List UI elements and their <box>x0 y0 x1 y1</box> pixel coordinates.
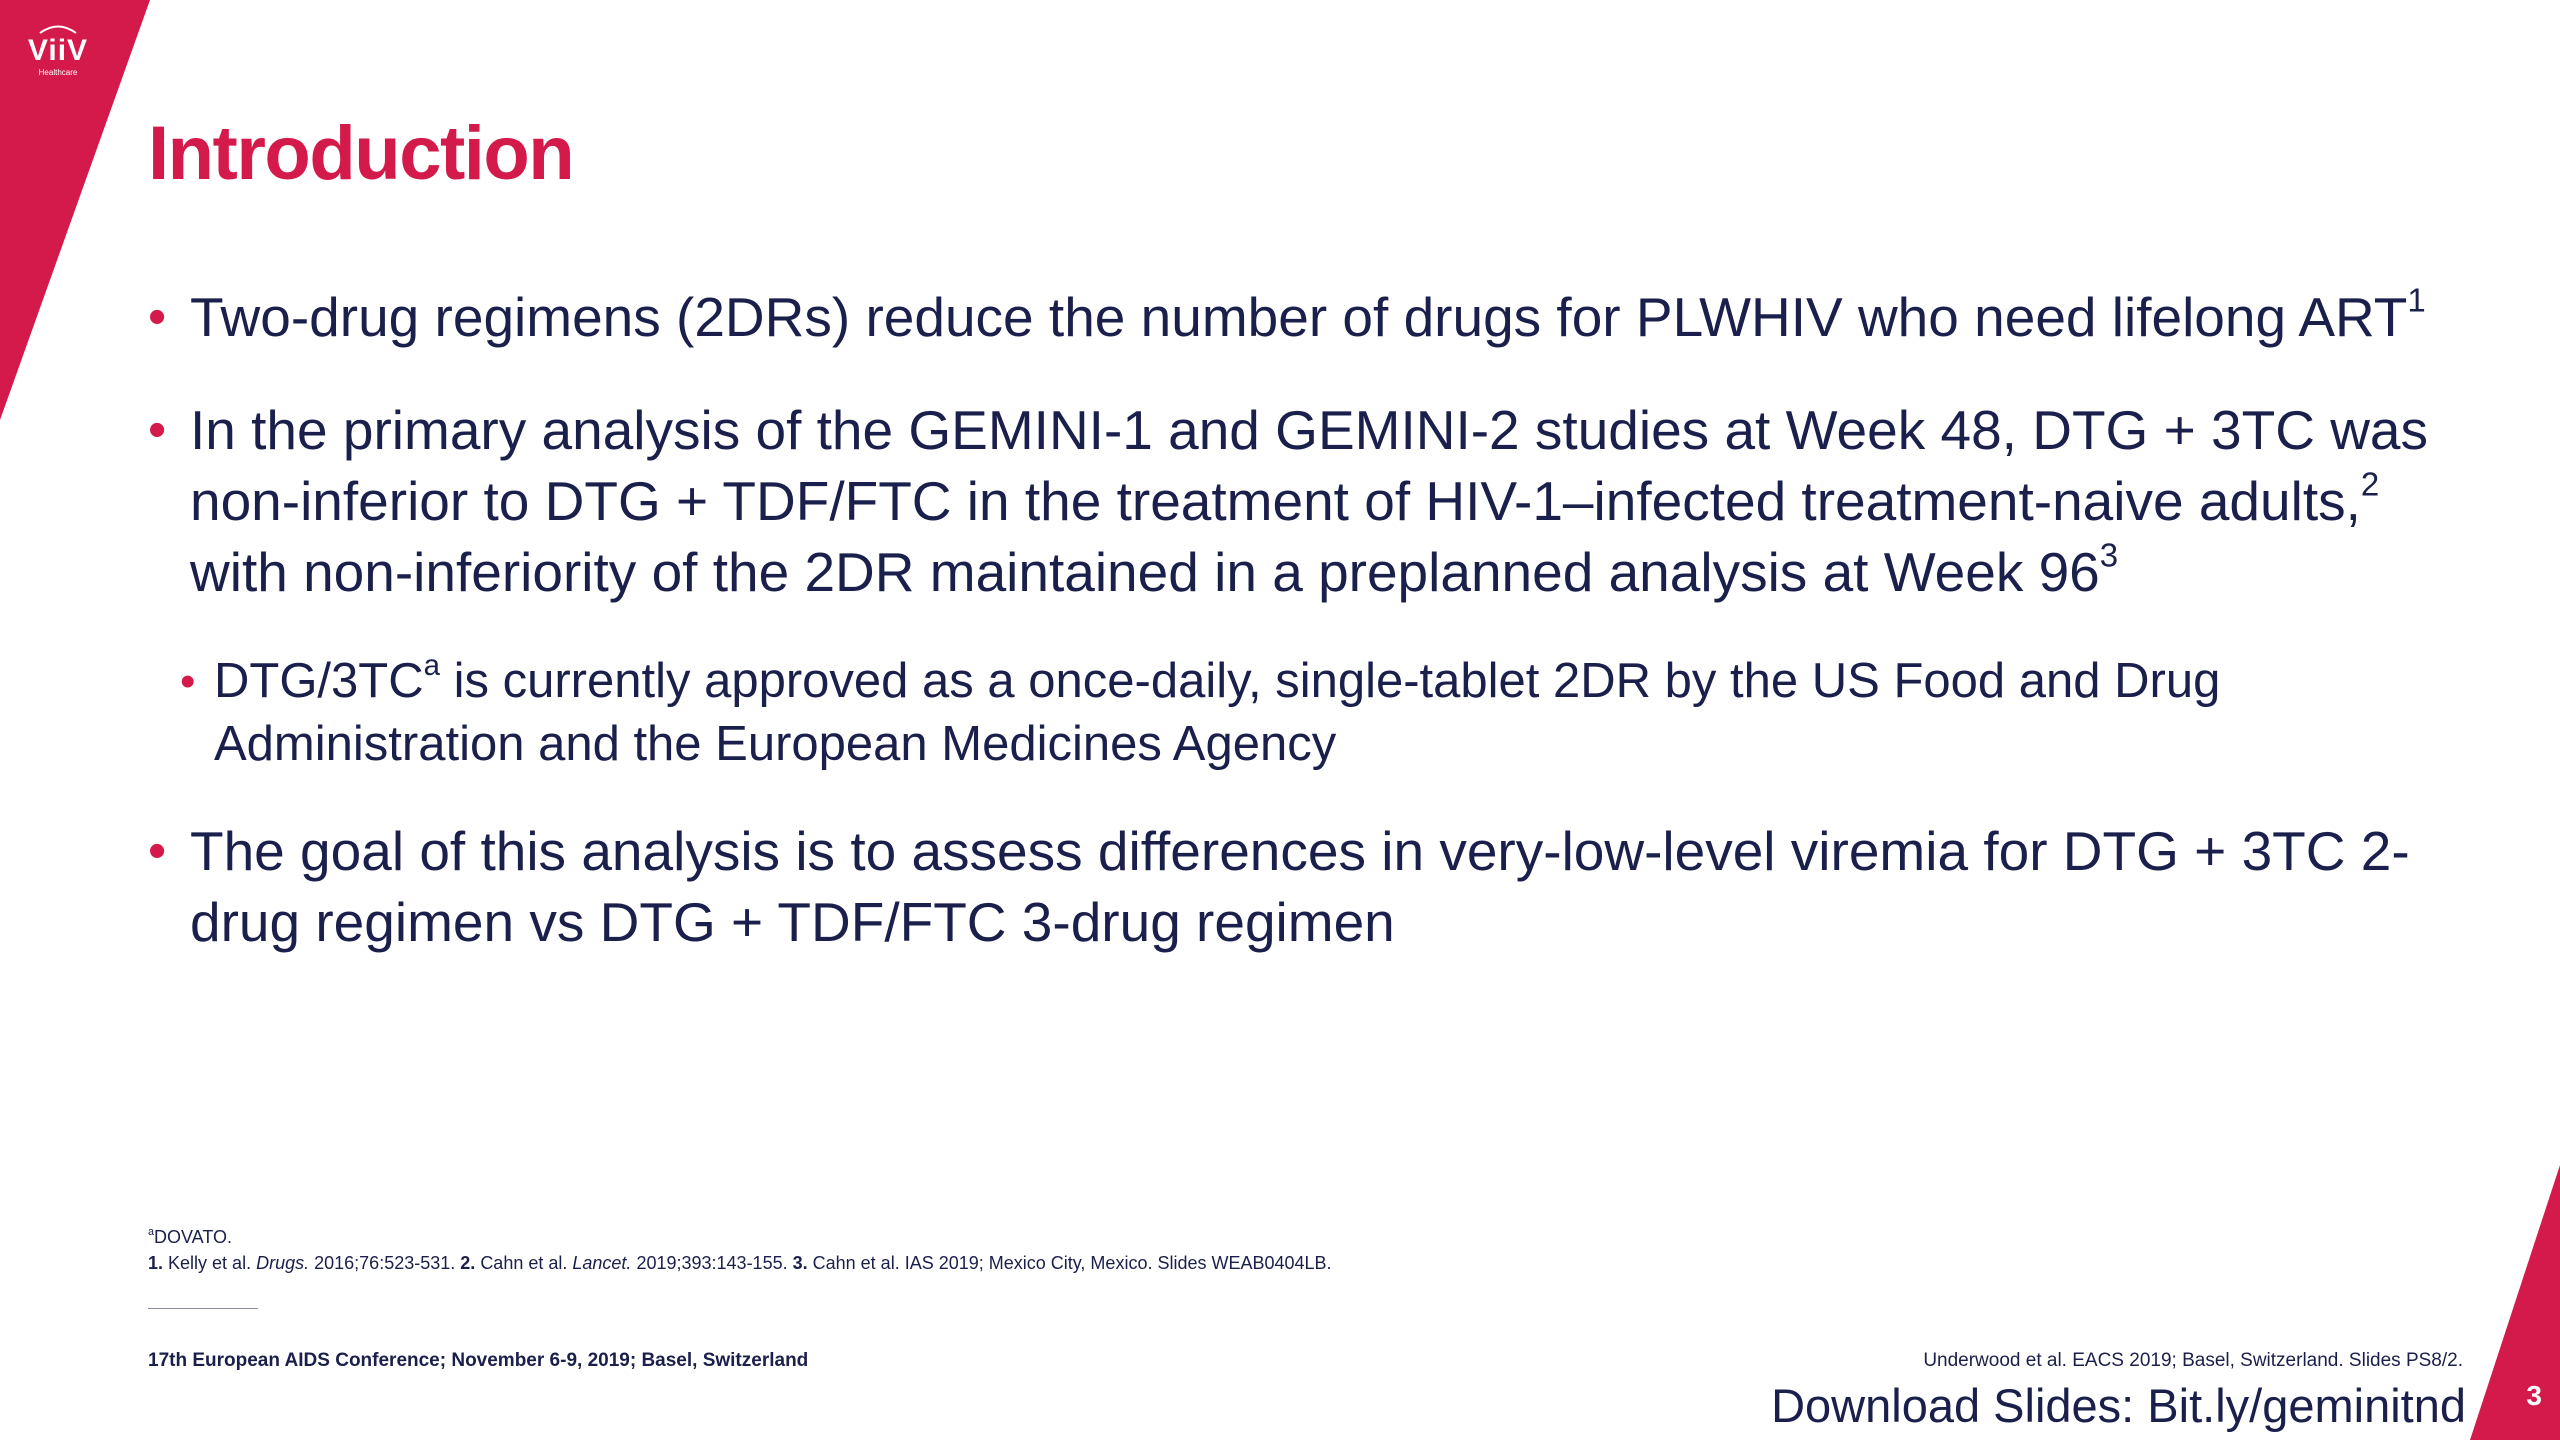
footnotes <box>148 1224 1332 1276</box>
bullet-text: Two-drug regimens (2DRs) reduce the number of drugs for PLWHIV who need lifelong ART <box>190 286 2408 348</box>
bullet-analysis-goal <box>148 816 2438 958</box>
reference-authors: Cahn et al. <box>480 1253 568 1273</box>
logo-subtext: Healthcare <box>38 68 78 77</box>
reference-details: 2019;393:143-155. <box>636 1253 788 1273</box>
reference-number: 2. <box>460 1253 476 1273</box>
abbreviation-note: $^a$DOVATO. <box>148 1225 233 1247</box>
bullet-gemini-primary-analysis <box>148 395 2438 608</box>
logo-wordmark: ViiV <box>27 34 89 67</box>
reference-details: 2016;76:523-531. <box>314 1253 456 1273</box>
bullet-text: DTG/3TC <box>214 654 424 708</box>
reference-marker: 2 <box>2360 465 2380 503</box>
slide-citation: Underwood et al. EACS 2019; Basel, Switzerland. Slides PS8/2. <box>1923 1350 2463 1371</box>
reference-number: 1. <box>148 1253 164 1273</box>
sub-bullet-dtg-3tc-approval <box>180 650 2438 776</box>
conference-info: 17th European AIDS Conference; November 6-9, 2019; Basel, Switzerland <box>148 1350 809 1371</box>
footnote-marker: a <box>423 648 440 682</box>
reference-number: 3. <box>792 1253 808 1273</box>
slide-title: Introduction <box>148 111 574 196</box>
bullet-text: In the primary analysis of the GEMINI-1 and GEMINI-2 studies at Week 48, DTG + 3TC was non-inferior to DTG + TDF/FTC in the treatment of HIV-1–infected treatment-naive adults, <box>190 399 2429 532</box>
bullet-text: with non-inferiority of the 2DR maintained in a preplanned analysis at Week 96 <box>190 541 2100 603</box>
reference-journal: Lancet. <box>572 1253 632 1273</box>
logo-crown-icon <box>38 24 78 34</box>
bullet-list <box>148 282 2438 1000</box>
page-number: 3 <box>2526 1380 2542 1411</box>
download-slides-link[interactable]: Download Slides: Bit.ly/geminitnd <box>1771 1379 2466 1432</box>
reference-journal: Drugs. <box>256 1253 310 1273</box>
bullet-text: The goal of this analysis is to assess differences in very-low-level viremia for DTG + 3TC 2-drug regimen vs DTG + TDF/FTC 3-drug regimen <box>190 820 2410 953</box>
reference-marker: 1 <box>2407 281 2426 319</box>
reference-authors: Kelly et al. <box>168 1253 252 1273</box>
viiv-logo <box>22 24 94 84</box>
bullet-text: is currently approved as a once-daily, single-tablet 2DR by the US Food and Drug Administration and the European Medicines Agency <box>214 654 2221 771</box>
reference-list <box>148 1250 1332 1276</box>
bottom-right-accent-shape <box>2470 1165 2560 1440</box>
bullet-2dr-reduce-drugs <box>148 282 2438 353</box>
footer-divider <box>148 1308 258 1309</box>
reference-authors: Cahn et al. IAS 2019; Mexico City, Mexico. Slides WEAB0404LB. <box>812 1253 1332 1273</box>
reference-marker: 3 <box>2099 536 2119 574</box>
